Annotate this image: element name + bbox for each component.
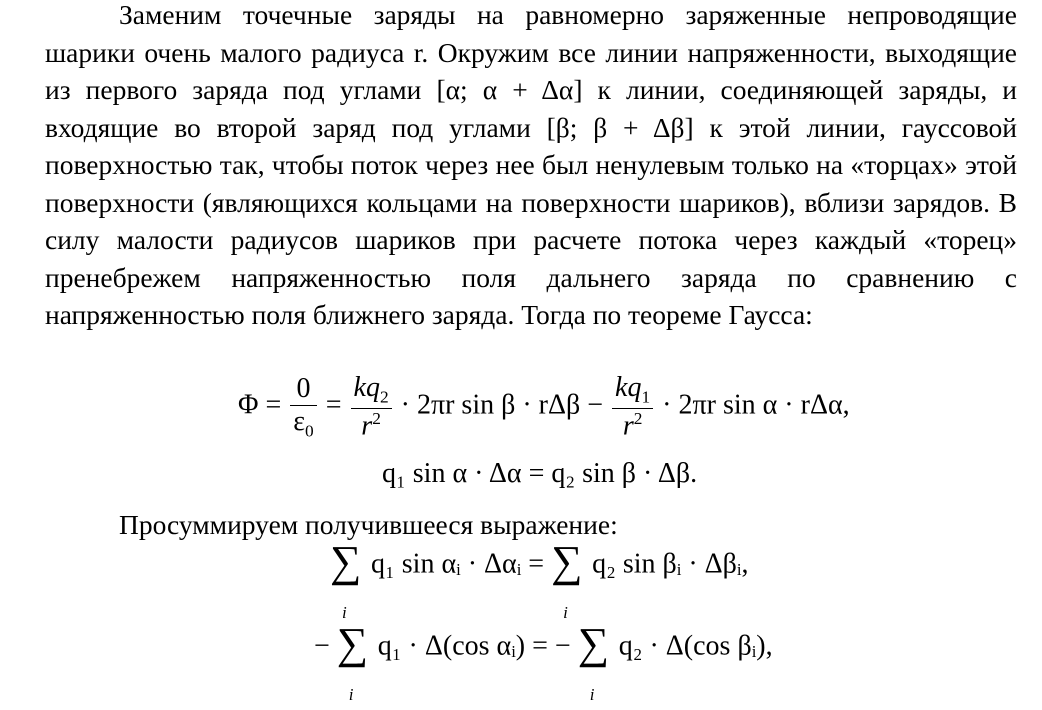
equation-sum-cosines — [314, 619, 773, 704]
fraction-denominator: $r^2$ — [361, 408, 381, 441]
paragraph-gauss-setup: Заменим точечные заряды на равномерно заряженные непроводящие шарики очень малого радиуса r. Окружим все линии напряженности, выходящие из первого заряда под углами [α; α + Δα] к линии, соединяющей заряды, и входящие во второй заряд под углами [β; β + Δβ] к этой линии, гауссовой поверхностью так, чтобы поток через нее был ненулевым только на «торцах» этой поверхности (являющихся кольцами на поверхности шариков), вблизи зарядов. В силу малости радиусов шариков при расчете потока через каждый «торец» пренебрежем напряженностью поля дальнего заряда по сравнению с напряженностью поля ближнего заряда. Тогда по теореме Гаусса: — [45, 0, 1017, 330]
sum-right-body: q₂ sin βᵢ · Δβᵢ, — [592, 548, 749, 580]
sum-left-body: q₁ · Δ(cos αᵢ) = − — [377, 630, 571, 662]
fraction-zero-over-epsilon — [290, 373, 316, 442]
flux-term-beta: · 2πr sin β · rΔβ − — [400, 389, 604, 421]
sum-symbol-left: ∑ i — [330, 537, 362, 622]
flux-term-alpha: · 2πr sin α · rΔα, — [662, 389, 850, 421]
fraction-numerator: 0 — [290, 373, 316, 406]
sum-left-body: q₁ sin αᵢ · Δαᵢ = — [371, 548, 545, 580]
fraction-numerator: $kq_1$ — [612, 372, 653, 409]
sum-right-body: q₂ · Δ(cos βᵢ), — [618, 630, 773, 662]
fraction-kq2-over-r2 — [351, 372, 392, 442]
equation-sum-sines — [330, 537, 749, 622]
leading-minus: − — [314, 630, 330, 662]
fraction-denominator: $r^2$ — [622, 408, 643, 441]
equals-sign: = — [325, 389, 342, 421]
paragraph-summation: Просуммируем получившееся выражение: — [119, 509, 618, 540]
fraction-kq1-over-r2 — [612, 372, 653, 442]
equation-flux — [238, 372, 850, 442]
fraction-denominator: $\varepsilon_0$ — [293, 405, 314, 441]
sum-symbol-right: ∑ i — [551, 537, 583, 622]
equation-charge-balance: q₁ sin α · Δα = q₂ sin β · Δβ. — [382, 458, 698, 489]
fraction-numerator: $kq_2$ — [351, 372, 392, 409]
sum-symbol-right: ∑ i — [577, 619, 610, 704]
sum-symbol-left: ∑ i — [336, 619, 369, 704]
flux-lhs: Φ = — [238, 389, 282, 421]
